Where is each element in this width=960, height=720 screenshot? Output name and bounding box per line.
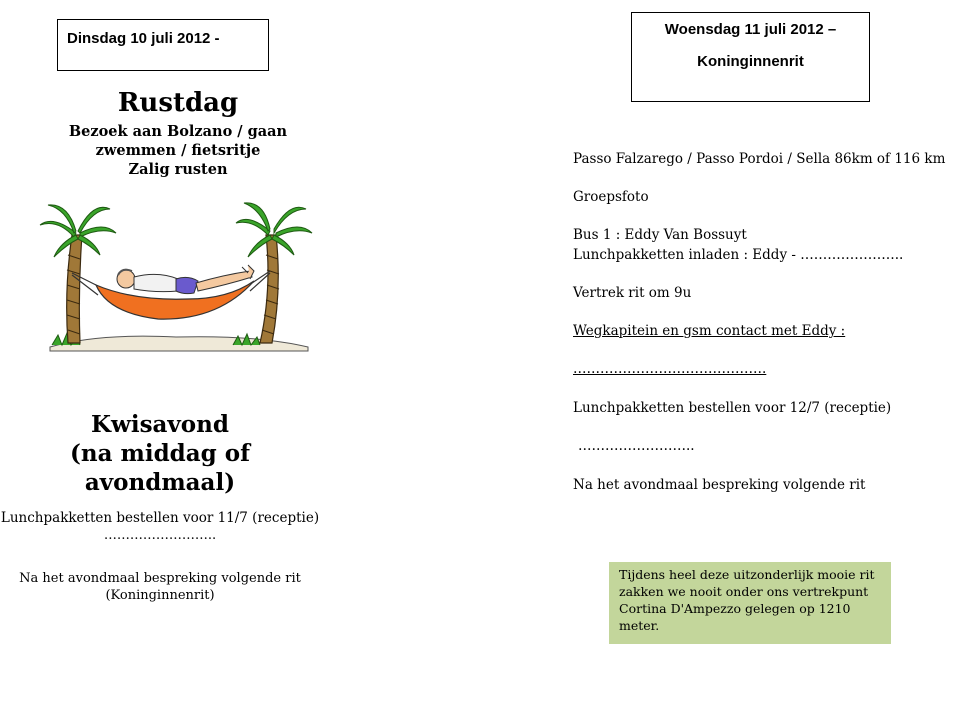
- queen-stage-label: Koninginnenrit: [697, 53, 804, 70]
- altitude-note-box: [609, 562, 891, 644]
- evaluation-left: [0, 570, 320, 604]
- departure-line: Vertrek rit om 9u: [573, 285, 692, 301]
- lunch-load-line: Lunchpakketten inladen : Eddy - …………………..: [573, 247, 904, 263]
- date-box-wednesday: [631, 12, 870, 102]
- road-captain-line: Wegkapitein en gsm contact met Eddy :: [573, 323, 846, 339]
- quiz-title-line: Kwisavond: [91, 411, 229, 438]
- evaluation-line: Na het avondmaal bespreking volgende rit: [19, 571, 301, 586]
- evaluation-line: (Koninginnenrit): [105, 588, 215, 603]
- date-box-tuesday: [57, 19, 269, 71]
- note-line: meter.: [619, 618, 660, 633]
- activity-line: Bezoek aan Bolzano / gaan: [68, 123, 288, 140]
- bus-line: Bus 1 : Eddy Van Bossuyt: [573, 227, 747, 243]
- hammock-palm-illustration: [38, 195, 314, 355]
- activity-line: Zalig rusten: [128, 161, 228, 178]
- quiz-subtitle-line: (na middag of avondmaal): [70, 440, 250, 496]
- evaluation-right: Na het avondmaal bespreking volgende rit: [573, 477, 866, 493]
- note-line: Tijdens heel deze uitzonderlijk mooie rit: [619, 567, 875, 582]
- activity-line: zwemmen / fietsritje: [95, 142, 261, 159]
- route-line: Passo Falzarego / Passo Pordoi / Sella 86km of 116 km: [573, 151, 946, 167]
- quiz-night-title: [0, 410, 320, 497]
- note-line: zakken we nooit onder ons vertrekpunt: [619, 584, 869, 599]
- date-label-wednesday: Woensdag 11 juli 2012 –: [664, 21, 837, 38]
- rest-day-activities: [60, 122, 296, 179]
- lunch-order-right: Lunchpakketten bestellen voor 12/7 (receptie): [573, 400, 892, 416]
- date-label-tuesday: Dinsdag 10 juli 2012 -: [67, 30, 220, 47]
- rest-day-title: Rustdag: [117, 88, 239, 118]
- group-photo-line: Groepsfoto: [573, 189, 649, 205]
- lunch-dots-right: ……………………..: [578, 438, 695, 454]
- road-captain-dots: …………………………………….: [573, 361, 767, 377]
- lunch-dots-left: ……………………..: [103, 528, 217, 543]
- lunch-order-left: Lunchpakketten bestellen voor 11/7 (receptie): [0, 510, 320, 526]
- note-line: Cortina D'Ampezzo gelegen op 1210: [619, 601, 851, 616]
